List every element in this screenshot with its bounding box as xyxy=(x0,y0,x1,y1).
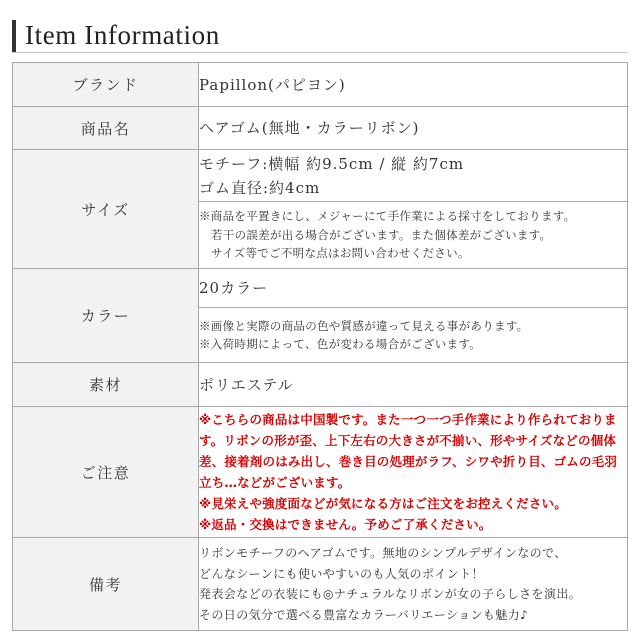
size-note-line: サイズ等でご不明な点はお問い合わせください。 xyxy=(211,246,470,261)
size-value-cell xyxy=(199,150,628,202)
remarks-line: リボンモチーフのヘアゴムです。無地のシンプルデザインなので、 xyxy=(199,546,567,560)
color-label: カラー xyxy=(13,269,199,363)
brand-value-cell xyxy=(199,63,628,107)
remarks-line: 発表会などの衣装にも◎ナチュラルなリボンが女の子らしさを演出。 xyxy=(199,587,582,601)
size-note-line: ※商品を平置きにし、メジャーにて手作業による採寸をしております。 xyxy=(199,209,576,224)
caution-line: す。リボンの形が歪、上下左右の大きさが不揃い、形やサイズなどの個体 xyxy=(199,433,617,448)
title-underline xyxy=(12,52,628,53)
color-note-line: ※画像と実際の商品の色や質感が違って見える事があります。 xyxy=(199,318,529,333)
caution-line: ※見栄えや強度面などが気になる方はご注文をお控えください。 xyxy=(199,496,567,511)
caution-line: 差、接着剤のはみ出し、巻き目の処理がラフ、シワや折り目、ゴムの毛羽 xyxy=(199,454,618,469)
material-value: ポリエステル xyxy=(199,375,294,394)
product-name-value: ヘアゴム(無地・カラーリボン) xyxy=(199,119,420,137)
brand-value: Papillon(パピヨン) xyxy=(199,75,346,94)
remarks-label: 備考 xyxy=(13,538,199,631)
caution-line: ※返品・交換はできません。予めご了承ください。 xyxy=(199,517,492,532)
product-name-label: 商品名 xyxy=(13,107,199,150)
caution-line: ※こちらの商品は中国製です。また一つ一つ手作業により作られておりま xyxy=(199,412,617,427)
title-accent-bar xyxy=(12,20,16,52)
color-value: 20カラー xyxy=(199,279,269,297)
size-motif-line: モチーフ:横幅 約9.5cm / 縦 約7cm xyxy=(199,154,465,173)
row-caution xyxy=(13,407,628,538)
caution-label: ご注意 xyxy=(13,407,199,538)
size-elastic-line: ゴム直径:約4cm xyxy=(199,178,321,197)
size-label: サイズ xyxy=(13,150,199,269)
color-notes-cell xyxy=(199,308,628,363)
brand-label: ブランド xyxy=(13,63,199,107)
remarks-line: その日の気分で選べる豊富なカラーバリエーションも魅力♪ xyxy=(199,607,529,622)
color-value-cell xyxy=(199,269,628,308)
product-name-value-cell xyxy=(199,107,628,150)
remarks-line: どんなシーンにも使いやすいのも人気のポイント！ xyxy=(199,566,484,581)
caution-line: 立ち…などがございます。 xyxy=(199,475,351,490)
row-size xyxy=(13,150,628,202)
size-notes-cell xyxy=(199,202,628,269)
page-title: Item Information xyxy=(25,20,220,50)
item-info-table xyxy=(12,62,628,631)
material-label: 素材 xyxy=(13,363,199,407)
size-note-line: 若干の誤差が出る場合がございます。また個体差がございます。 xyxy=(211,227,552,242)
remarks-value-cell xyxy=(199,538,628,631)
material-value-cell xyxy=(199,363,628,407)
row-product-name xyxy=(13,107,628,150)
caution-value-cell xyxy=(199,407,628,538)
color-note-line: ※入荷時期によって、色が変わる場合がございます。 xyxy=(199,337,482,351)
row-material xyxy=(13,363,628,407)
row-color xyxy=(13,269,628,308)
row-remarks xyxy=(13,538,628,631)
row-brand xyxy=(13,63,628,107)
